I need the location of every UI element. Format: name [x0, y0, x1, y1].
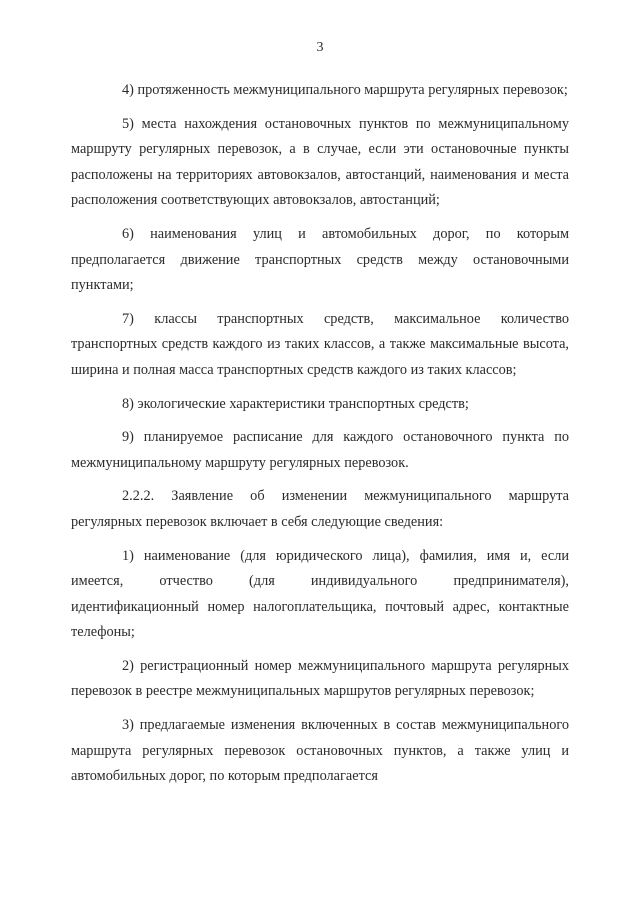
paragraph-item-8-ecological: 8) экологические характеристики транспортных средств;	[122, 395, 469, 412]
paragraph-item-6-street-names: 6) наименования улиц и автомобильных дорог, по которым предполагается движение транспортных средств между остановочными пунктами;	[71, 225, 569, 294]
page-number: 3	[316, 40, 324, 55]
document-body	[71, 78, 569, 790]
paragraph-change-item-3: 3) предлагаемые изменения включенных в состав межмуниципального маршрута регулярных перевозок остановочных пунктов, а также улиц и автомобильных дорог, по которым предполагается	[71, 717, 569, 785]
paragraph-change-item-2: 2) регистрационный номер межмуниципального маршрута регулярных перевозок в реестре межмуниципальных маршрутов регулярных перевозок;	[71, 657, 569, 700]
paragraph-item-9-schedule: 9) планируемое расписание для каждого остановочного пункта по межмуниципальному маршруту регулярных перевозок.	[71, 429, 569, 471]
paragraph-section-2-2-2: 2.2.2. Заявление об изменении межмуниципального маршрута регулярных перевозок включает в себя следующие сведения:	[71, 488, 569, 530]
paragraph-item-5-stop-locations: 5) места нахождения остановочных пунктов по межмуниципальному маршруту регулярных перевозок, а в случае, если эти остановочные пункты расположены на территориях автовокзалов, автостанций, наименования и места расположения соответствующих автовокзалов, автостанций;	[71, 115, 569, 209]
paragraph-item-4-route-length: 4) протяженность межмуниципального маршрута регулярных перевозок;	[122, 82, 568, 98]
paragraph-change-item-1: 1) наименование (для юридического лица), фамилия, имя и, если имеется, отчество (для индивидуального предпринимателя), идентификационный номер налогоплательщика, почтовый адрес, контактные телефоны;	[71, 547, 569, 641]
paragraph-item-7-vehicle-classes: 7) классы транспортных средств, максимальное количество транспортных средств каждого из таких классов, а также максимальные высота, ширина и полная масса транспортных средств каждого из таких классов;	[71, 310, 569, 378]
